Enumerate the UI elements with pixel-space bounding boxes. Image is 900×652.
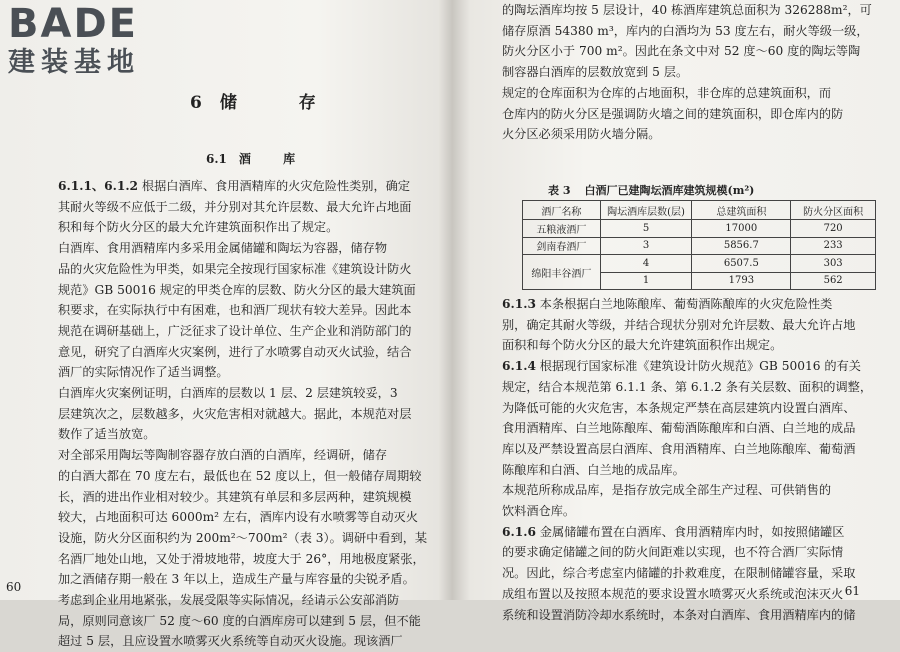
text-line	[58, 197, 438, 218]
left-body-text	[58, 176, 438, 652]
text-line	[502, 418, 892, 439]
text-line	[58, 176, 438, 197]
text-line	[502, 104, 892, 125]
chapter-number: 6	[190, 93, 206, 113]
text-line	[502, 398, 892, 419]
text-line	[502, 584, 892, 605]
section-heading	[206, 150, 309, 167]
table-cell: 5	[600, 220, 692, 238]
line-text: 根据现行国家标准《建筑设计防火规范》GB 50016 的有关	[535, 359, 861, 374]
line-text: 系统和设置消防冷却水系统时，本条对白酒库、食用酒精库内的储	[502, 607, 856, 622]
line-text: 的陶坛酒库均按 5 层设计，40 栋酒库建筑总面积为 326288m²，可	[502, 3, 872, 17]
line-text: 况。因此，综合考虑室内储罐的扑救难度，在限制储罐容量，采取	[502, 566, 856, 581]
table-cell: 3	[600, 237, 692, 255]
building-scale-table	[522, 200, 876, 290]
line-text: 仓库内的防火分区是强调防火墙之间的建筑面积，即仓库内的防	[502, 106, 844, 121]
text-line	[502, 439, 892, 460]
table-cell: 1	[600, 272, 692, 290]
line-text: 本条根据白兰地陈酿库、葡萄酒陈酿库的火灾危险性类	[535, 297, 833, 311]
table-cell: 1793	[692, 272, 791, 290]
line-text: 制容器白酒库的层数放宽到 5 层。	[502, 65, 689, 80]
text-line	[502, 41, 892, 62]
text-line	[58, 362, 438, 383]
right-body-text-bottom	[502, 294, 892, 625]
line-text: 品的火灾危险性为甲类，如果完全按现行国家标准《建筑设计防火	[58, 261, 412, 276]
line-text: 储存原酒 54380 m³，库内的白酒均为 53 度左右，耐火等级一级，	[502, 23, 869, 38]
line-text: 饮料酒仓库。	[502, 504, 576, 519]
line-text: 超过 5 层，且应设置水喷雾灭火系统等自动灭火设施。现该酒厂	[58, 634, 403, 649]
clause-number: 6.1.6	[502, 524, 536, 539]
text-line	[502, 522, 892, 543]
right-body-text-top	[502, 0, 892, 145]
line-text: 对全部采用陶坛等陶制容器存放白酒的白酒库，经调研，储存	[58, 448, 388, 463]
line-text: 长，酒的进出作业相对较少。其建筑有单层和多层两种，建筑规模	[58, 489, 412, 504]
clause-number: 6.1.1、6.1.2	[58, 179, 139, 193]
text-line	[502, 605, 892, 626]
table-header-cell: 防火分区面积	[791, 201, 876, 220]
chapter-heading	[190, 88, 344, 113]
page-number-left: 60	[6, 580, 22, 594]
text-line	[58, 259, 438, 280]
line-text: 局，原则同意该厂 52 度～60 度的白酒库房可以建到 5 层，但不能	[58, 613, 421, 628]
text-line	[58, 507, 438, 528]
text-line	[58, 528, 438, 549]
line-text: 规定的仓库面积为仓库的占地面积，非仓库的总建筑面积，而	[502, 85, 832, 100]
line-text: 防火分区小于 700 m²。因此在条文中对 52 度～60 度的陶坛等陶	[502, 44, 861, 59]
text-line	[502, 480, 892, 501]
chapter-title: 储 存	[219, 93, 344, 113]
text-line	[502, 377, 892, 398]
line-text: 规定，结合本规范第 6.1.1 条、第 6.1.2 条有关层数、面积的调整，	[502, 379, 873, 394]
table-cell: 303	[791, 255, 876, 273]
text-line	[502, 563, 892, 584]
table-header-row	[523, 201, 876, 220]
line-text: 较大，占地面积可达 6000m² 左右，酒库内设有水喷雾等自动灭火	[58, 510, 418, 525]
text-line	[58, 549, 438, 570]
text-line	[58, 466, 438, 487]
line-text: 为降低可能的火灾危害，本条规定严禁在高层建筑内设置白酒库、	[502, 400, 856, 415]
table-row	[523, 237, 876, 255]
line-text: 根据白酒库、食用酒精库的火灾危险性类别，确定	[138, 179, 411, 193]
text-line	[58, 404, 438, 425]
line-text: 数作了适当放宽。	[58, 427, 156, 442]
clause-number: 6.1.4	[502, 359, 536, 374]
table-title: 白酒厂已建陶坛酒库建筑规模(m²)	[584, 184, 755, 197]
right-page	[452, 0, 900, 622]
line-text: 酒厂的实际情况作了适当调整。	[58, 365, 229, 380]
left-page	[0, 0, 452, 649]
line-text: 积和每个防火分区的最大允许建筑面积作出了规定。	[58, 220, 339, 235]
line-text: 本规范所称成品库，是指存放完成全部生产过程、可供销售的	[502, 483, 832, 498]
text-line	[58, 590, 438, 611]
line-text: 其耐火等级不应低于二级，并分别对其允许层数、最大允许占地面	[58, 199, 412, 214]
text-line	[502, 542, 892, 563]
text-line	[58, 321, 438, 342]
text-line	[58, 611, 438, 632]
section-title: 酒 库	[238, 152, 310, 166]
text-line	[58, 569, 438, 590]
table-row	[523, 220, 876, 238]
table-cell: 6507.5	[692, 255, 791, 273]
line-text: 火分区必须采用防火墙分隔。	[502, 127, 661, 142]
text-line	[502, 335, 892, 356]
text-line	[502, 460, 892, 481]
table-row	[523, 255, 876, 273]
table-caption	[548, 182, 754, 198]
line-text: 陈酿库和白酒、白兰地的成品库。	[502, 462, 685, 477]
line-text: 考虑到企业用地紧张，发展受限等实际情况，经请示公安部消防	[58, 593, 400, 608]
text-line	[58, 424, 438, 445]
line-text: 规范在调研基础上，广泛征求了设计单位、生产企业和消防部门的	[58, 323, 412, 338]
line-text: 别，确定其耐火等级，并结合现状分别对允许层数、最大允许占地	[502, 317, 856, 332]
text-line	[58, 342, 438, 363]
text-line	[58, 445, 438, 466]
table-cell: 562	[791, 272, 876, 290]
table-header-cell: 总建筑面积	[692, 201, 791, 220]
line-text: 名酒厂地处山地，又处于滑坡地带，坡度大于 26°，用地极度紧张，	[58, 551, 425, 566]
text-line	[502, 294, 892, 315]
line-text: 白酒库火灾案例证明，白酒库的层数以 1 层、2 层建筑较妥，3	[58, 386, 398, 401]
text-line	[502, 315, 892, 336]
text-line	[58, 631, 438, 652]
line-text: 规范》GB 50016 规定的甲类仓库的层数、防火分区的最大建筑面	[58, 282, 416, 297]
table-cell: 17000	[692, 220, 791, 238]
text-line	[502, 83, 892, 104]
table-cell: 五粮液酒厂	[523, 220, 601, 238]
text-line	[58, 487, 438, 508]
line-text: 白酒库、食用酒精库内多采用金属储罐和陶坛为容器，储存物	[58, 241, 388, 256]
line-text: 层建筑次之，层数越多，火灾危害相对就越大。据此，本规范对层	[58, 406, 412, 421]
table-header-cell: 酒厂名称	[523, 201, 601, 220]
text-line	[502, 0, 892, 21]
logo-subtitle: 建装基地	[8, 47, 140, 78]
section-number: 6.1	[206, 152, 227, 166]
text-line	[58, 300, 438, 321]
table-cell: 绵阳丰谷酒厂	[523, 255, 601, 290]
text-line	[58, 217, 438, 238]
table-cell: 233	[791, 237, 876, 255]
line-text: 面积和每个防火分区的最大允许建筑面积作出规定。	[502, 338, 783, 353]
watermark-logo	[8, 2, 140, 78]
line-text: 积要求，在实际执行中有困难，也和酒厂现状有较大差异。因此本	[58, 303, 412, 318]
text-line	[502, 501, 892, 522]
text-line	[58, 238, 438, 259]
table-number: 表 3	[548, 184, 571, 197]
line-text: 的白酒大都在 70 度左右，最低也在 52 度以上，但一般储存周期较	[58, 468, 422, 483]
text-line	[502, 124, 892, 145]
table-cell: 4	[600, 255, 692, 273]
text-line	[502, 21, 892, 42]
line-text: 的要求确定储罐之间的防火间距难以实现，也不符合酒厂实际情	[502, 545, 844, 560]
text-line	[58, 383, 438, 404]
line-text: 食用酒精库、白兰地陈酿库、葡萄酒陈酿库和白酒、白兰地的成品	[502, 421, 856, 436]
line-text: 库以及严禁设置高层白酒库、食用酒精库、白兰地陈酿库、葡萄酒	[502, 441, 856, 456]
clause-number: 6.1.3	[502, 297, 536, 311]
line-text: 设施，防火分区面积约为 200m²～700m²（表 3）。调研中看到，某	[58, 530, 428, 545]
text-line	[502, 62, 892, 83]
table-cell: 5856.7	[692, 237, 791, 255]
line-text: 加之酒储存期一般在 3 年以上，造成生产量与库容量的尖锐矛盾。	[58, 572, 415, 587]
table-cell: 720	[791, 220, 876, 238]
table-cell: 剑南春酒厂	[523, 237, 601, 255]
line-text: 意见，研究了白酒库火灾案例，进行了水喷雾自动灭火试验，结合	[58, 344, 412, 359]
page-number-right: 61	[844, 584, 860, 598]
line-text: 成组布置以及按照本规范的要求设置水喷雾灭火系统或泡沫灭火	[502, 586, 844, 601]
text-line	[58, 280, 438, 301]
text-line	[502, 356, 892, 377]
logo-brand: BADE	[8, 1, 138, 47]
table-header-cell: 陶坛酒库层数(层)	[600, 201, 692, 220]
line-text: 金属储罐布置在白酒库、食用酒精库内时，如按照储罐区	[535, 524, 845, 539]
